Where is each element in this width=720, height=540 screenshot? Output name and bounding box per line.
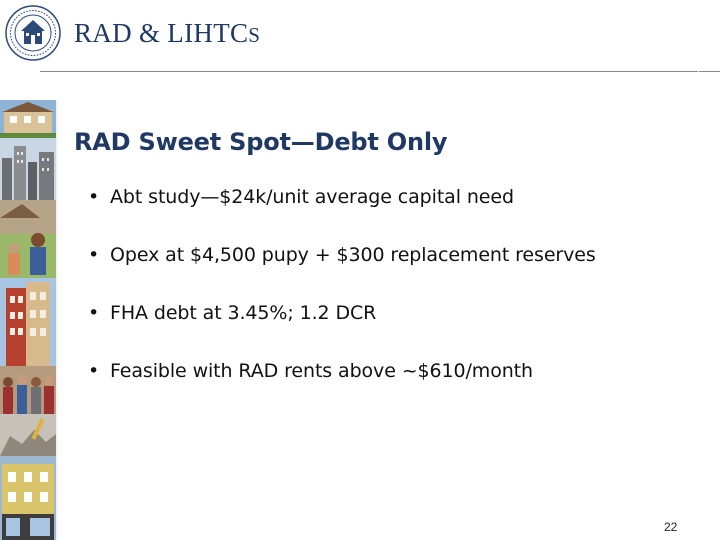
hud-seal-icon	[4, 4, 62, 62]
bullet-glyph: •	[88, 186, 100, 208]
bullet-item	[88, 302, 596, 360]
house-photo	[0, 100, 56, 138]
bullet-glyph: •	[88, 360, 100, 382]
header-rule-tick	[699, 71, 720, 72]
header-title-main: RAD & LIHTC	[74, 18, 249, 48]
page-number: 22	[664, 520, 678, 534]
residents-photo	[0, 200, 56, 278]
bullet-text: FHA debt at 3.45%; 1.2 DCR	[110, 302, 377, 324]
bullet-text: Feasible with RAD rents above ~$610/month	[110, 360, 533, 382]
header-title	[74, 18, 260, 49]
city-skyline-photo	[0, 138, 56, 200]
header-title-tail: S	[248, 23, 261, 47]
bullet-item	[88, 186, 596, 244]
demolition-photo	[0, 414, 56, 456]
bullet-list	[88, 186, 596, 418]
bullet-text: Abt study—$24k/unit average capital need	[110, 186, 514, 208]
bullet-item	[88, 360, 596, 418]
bullet-item	[88, 244, 596, 302]
bullet-glyph: •	[88, 244, 100, 266]
storefront-photo	[0, 456, 56, 540]
apartment-building-photo	[0, 278, 56, 366]
photo-collage	[0, 100, 56, 540]
header-rule	[40, 71, 698, 72]
bullet-text: Opex at $4,500 pupy + $300 replacement reserves	[110, 244, 596, 266]
bullet-glyph: •	[88, 302, 100, 324]
slide-title: RAD Sweet Spot—Debt Only	[74, 128, 448, 156]
collage-divider	[56, 100, 58, 540]
group-photo	[0, 366, 56, 414]
